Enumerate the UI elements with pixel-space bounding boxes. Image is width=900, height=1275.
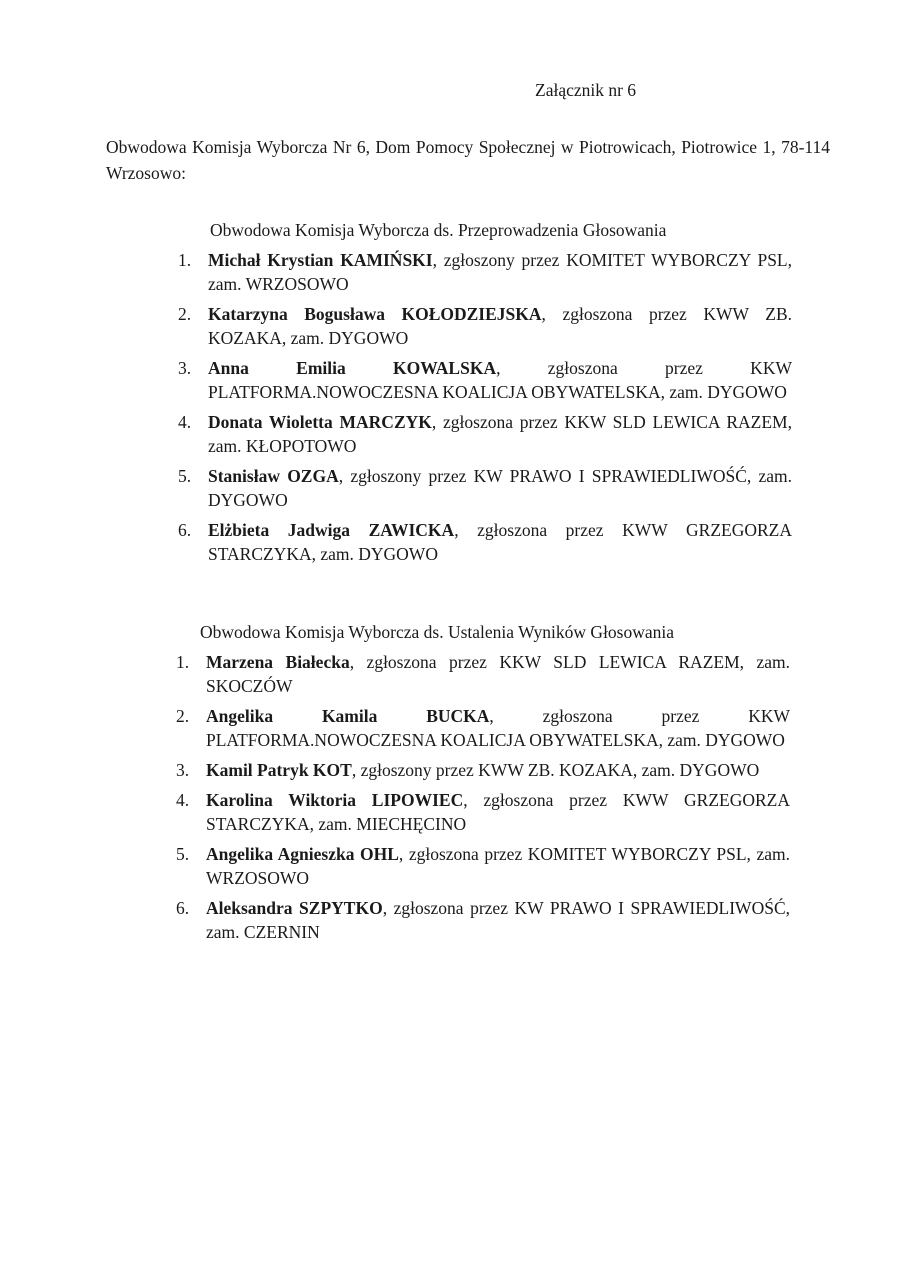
member-details: , zgłoszony przez KWW ZB. KOZAKA, zam. DYGOWO [351,760,760,780]
member-name: Anna Emilia KOWALSKA [208,358,497,378]
section1-member-list [178,248,792,572]
list-item [176,788,790,836]
list-item [176,704,790,752]
annex-label: Załącznik nr 6 [535,80,637,100]
item-number: 3. [178,358,192,378]
member-name: Stanisław OZGA [208,466,339,486]
member-details: , zgłoszona przez KKW SLD LEWICA RAZEM, zam. SKOCZÓW [206,652,791,696]
item-number: 5. [178,466,192,486]
item-number: 2. [176,706,190,726]
member-details: , zgłoszona przez KWW GRZEGORZA STARCZYKA, zam. MIECHĘCINO [206,790,790,834]
member-details: , zgłoszona przez KOMITET WYBORCZY PSL, zam. WRZOSOWO [206,844,790,888]
member-details: , zgłoszona przez KW PRAWO I SPRAWIEDLIWOŚĆ, zam. CZERNIN [206,898,790,942]
list-item [176,842,790,890]
section1-title: Obwodowa Komisja Wyborcza ds. Przeprowadzenia Głosowania [210,220,667,240]
member-details: , zgłoszona przez KKW PLATFORMA.NOWOCZESNA KOALICJA OBYWATELSKA, zam. DYGOWO [206,706,790,750]
list-item [176,758,790,782]
member-details: , zgłoszona przez KWW ZB. KOZAKA, zam. DYGOWO [208,304,792,348]
list-item [176,896,790,944]
item-number: 3. [176,760,190,780]
item-number: 1. [178,250,192,270]
member-name: Katarzyna Bogusława KOŁODZIEJSKA [208,304,542,324]
member-name: Kamil Patryk KOT [206,760,352,780]
member-details: , zgłoszona przez KKW SLD LEWICA RAZEM, zam. KŁOPOTOWO [208,412,792,456]
member-name: Michał Krystian KAMIŃSKI [208,250,433,270]
item-number: 1. [176,652,190,672]
section2-member-list [176,650,790,950]
list-item [178,518,792,566]
member-name: Donata Wioletta MARCZYK [208,412,432,432]
item-number: 6. [176,898,190,918]
list-item [178,356,792,404]
intro-paragraph: Obwodowa Komisja Wyborcza Nr 6, Dom Pomocy Społecznej w Piotrowicach, Piotrowice 1, 78-114 Wrzosowo: [106,137,830,183]
member-name: Elżbieta Jadwiga ZAWICKA [208,520,455,540]
member-name: Angelika Kamila BUCKA [206,706,490,726]
list-item [178,410,792,458]
section2-title: Obwodowa Komisja Wyborcza ds. Ustalenia Wyników Głosowania [200,622,675,642]
list-item [176,650,790,698]
item-number: 4. [176,790,190,810]
member-name: Angelika Agnieszka OHL [206,844,399,864]
member-details: , zgłoszona przez KWW GRZEGORZA STARCZYKA, zam. DYGOWO [208,520,792,564]
member-name: Karolina Wiktoria LIPOWIEC [206,790,464,810]
member-name: Marzena Białecka [206,652,350,672]
member-name: Aleksandra SZPYTKO [206,898,383,918]
item-number: 4. [178,412,192,432]
item-number: 2. [178,304,192,324]
list-item [178,248,792,296]
member-details: , zgłoszona przez KKW PLATFORMA.NOWOCZESNA KOALICJA OBYWATELSKA, zam. DYGOWO [208,358,792,402]
item-number: 5. [176,844,190,864]
member-details: , zgłoszony przez KOMITET WYBORCZY PSL, zam. WRZOSOWO [208,250,792,294]
member-details: , zgłoszony przez KW PRAWO I SPRAWIEDLIWOŚĆ, zam. DYGOWO [208,466,793,510]
list-item [178,464,792,512]
list-item [178,302,792,350]
item-number: 6. [178,520,192,540]
